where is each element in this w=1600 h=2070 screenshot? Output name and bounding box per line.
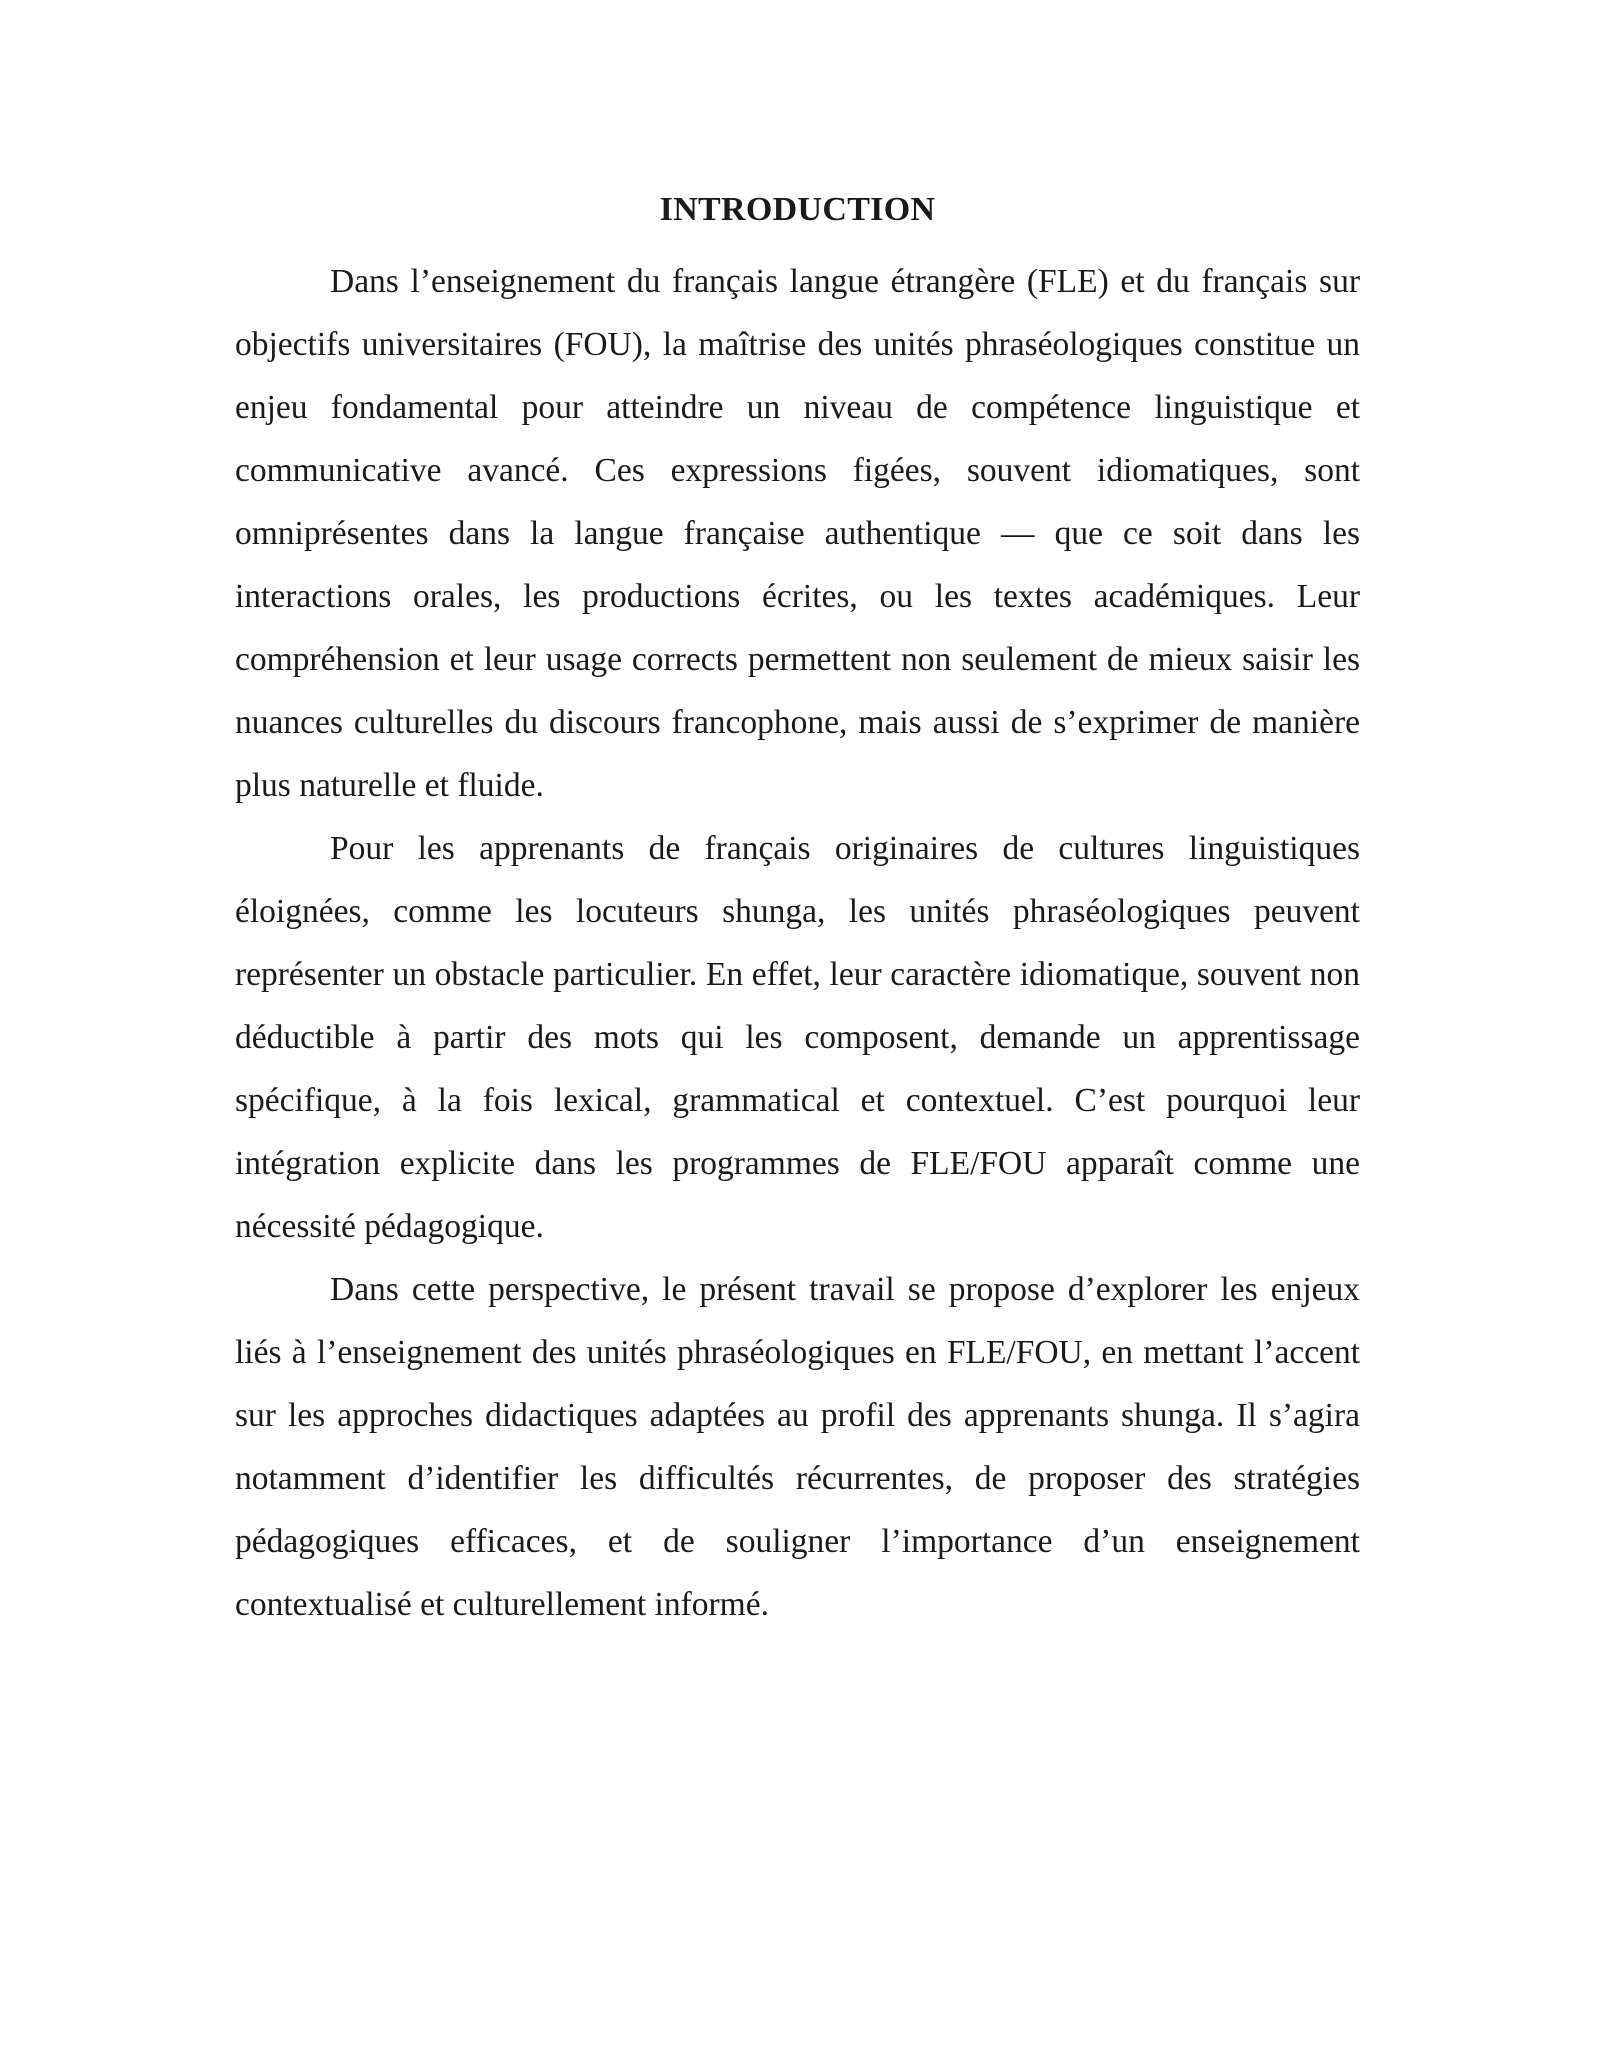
paragraph-1: Dans l’enseignement du français langue étrangère (FLE) et du français sur objectifs universitaires (FOU), la maîtrise des unités phraséologiques constitue un enjeu fondamental pour atteindre un niveau de compétence linguistique et communicative avancé. Ces expressions figées, souvent idiomatiques, sont omniprésentes dans la langue française authentique — que ce soit dans les interactions orales, les productions écrites, ou les textes académiques. Leur compréhension et leur usage corrects permettent non seulement de mieux saisir les nuances culturelles du discours francophone, mais aussi de s’exprimer de manière plus naturelle et fluide. [235,263,1360,804]
paragraph-2: Pour les apprenants de français originaires de cultures linguistiques éloignées, comme les locuteurs shunga, les unités phraséologiques peuvent représenter un obstacle particulier. En effet, leur caractère idiomatique, souvent non déductible à partir des mots qui les composent, demande un apprentissage spécifique, à la fois lexical, grammatical et contextuel. C’est pourquoi leur intégration explicite dans les programmes de FLE/FOU apparaît comme une nécessité pédagogique. [235,830,1360,1245]
section-title: INTRODUCTION [659,191,936,228]
document-page [235,180,1360,1636]
paragraph-3: Dans cette perspective, le présent travail se propose d’explorer les enjeux liés à l’enseignement des unités phraséologiques en FLE/FOU, en mettant l’accent sur les approches didactiques adaptées au profil des apprenants shunga. Il s’agira notamment d’identifier les difficultés récurrentes, de proposer des stratégies pédagogiques efficaces, et de souligner l’importance d’un enseignement contextualisé et culturellement informé. [235,1271,1360,1623]
